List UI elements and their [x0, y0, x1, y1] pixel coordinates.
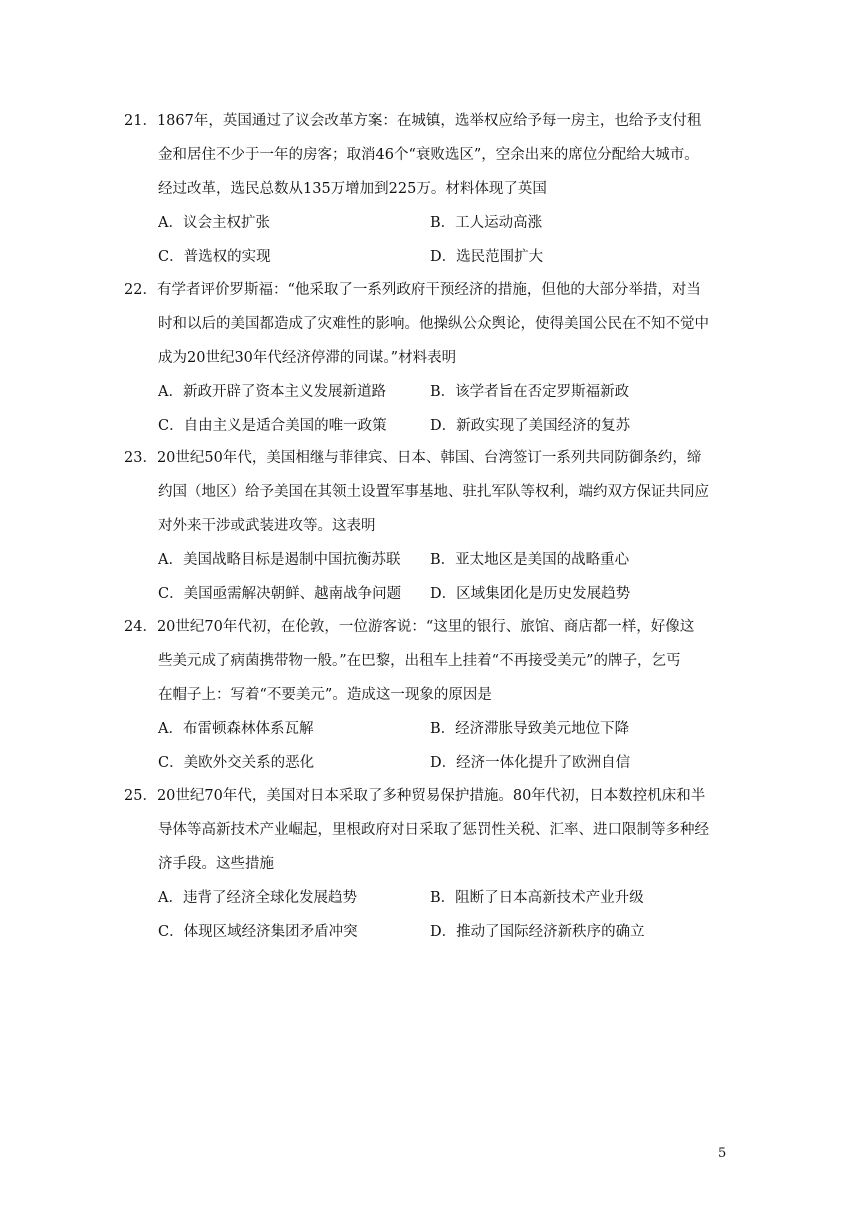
question-number: 21． — [124, 113, 157, 129]
question-stem-line: 25．20世纪70年代，美国对日本采取了多种贸易保护措施。80年代初，日本数控机床和半 — [124, 788, 706, 804]
option-row — [128, 881, 738, 915]
question-stem-line: 导体等高新技术产业崛起，里根政府对日采取了惩罚性关税、汇率、进口限制等多种经 — [158, 822, 709, 838]
option-row — [128, 240, 738, 274]
question-stem-line: 21．1867年，英国通过了议会改革方案：在城镇，选举权应给予每一房主，也给予支付租 — [124, 113, 702, 129]
question-stem-line: 23．20世纪50年代，美国相继与菲律宾、日本、韩国、台湾签订一系列共同防御条约，缔 — [124, 450, 702, 466]
question-21 — [124, 104, 738, 274]
option-c: C．自由主义是适合美国的唯一政策 — [158, 418, 387, 434]
option-d: D．选民范围扩大 — [430, 249, 544, 265]
option-b: B．亚太地区是美国的战略重心 — [430, 552, 630, 568]
option-a: A．布雷顿森林体系瓦解 — [158, 721, 314, 737]
option-a: A．新政开辟了资本主义发展新道路 — [158, 384, 386, 400]
option-row — [128, 712, 738, 746]
option-b: B．阻断了日本高新技术产业升级 — [430, 890, 644, 906]
option-d: D．新政实现了美国经济的复苏 — [430, 418, 631, 434]
question-stem-line: 约国（地区）给予美国在其领土设置军事基地、驻扎军队等权利，端约双方保证共同应 — [158, 484, 709, 500]
question-number: 25． — [124, 788, 157, 804]
question-22 — [124, 273, 738, 443]
option-row — [128, 409, 738, 443]
option-b: B．工人运动高涨 — [430, 215, 543, 231]
question-stem-line: 经过改革，选民总数从135万增加到225万。材料体现了英国 — [158, 181, 547, 197]
option-row — [128, 577, 738, 611]
question-25 — [124, 779, 738, 949]
option-row — [128, 746, 738, 780]
option-d: D．区域集团化是历史发展趋势 — [430, 586, 631, 602]
option-b: B．经济滞胀导致美元地位下降 — [430, 721, 630, 737]
question-stem-line: 时和以后的美国都造成了灾难性的影响。他操纵公众舆论，使得美国公民在不知不觉中 — [158, 316, 709, 332]
option-a: A．议会主权扩张 — [158, 215, 270, 231]
option-a: A．美国战略目标是遏制中国抗衡苏联 — [158, 552, 401, 568]
question-stem-line: 对外来干涉或武装进攻等。这表明 — [158, 518, 376, 534]
question-stem-line: 24．20世纪70年代初，在伦敦，一位游客说：“这里的银行、旅馆、商店都一样，好像这 — [124, 619, 695, 635]
question-number: 23． — [124, 450, 157, 466]
question-stem-line: 些美元成了病菌携带物一般。”在巴黎，出租车上挂着“不再接受美元”的牌子，乞丐 — [158, 653, 681, 669]
option-row — [128, 543, 738, 577]
option-c: C．普选权的实现 — [158, 249, 271, 265]
option-row — [128, 915, 738, 949]
option-c: C．体现区域经济集团矛盾冲突 — [158, 924, 358, 940]
question-24 — [124, 610, 738, 780]
option-d: D．经济一体化提升了欧洲自信 — [430, 755, 631, 771]
option-row — [128, 206, 738, 240]
page-number: 5 — [718, 1146, 727, 1161]
question-23 — [124, 441, 738, 611]
question-stem-line: 22．有学者评价罗斯福：“他采取了一系列政府干预经济的措施，但他的大部分举措，对当 — [124, 282, 701, 298]
question-stem-line: 在帽子上：写着“不要美元”。造成这一现象的原因是 — [158, 687, 492, 703]
question-stem-line: 金和居住不少于一年的房客；取消46个“衰败选区”，空余出来的席位分配给大城市。 — [158, 147, 699, 163]
question-number: 24． — [124, 619, 157, 635]
option-d: D．推动了国际经济新秩序的确立 — [430, 924, 645, 940]
question-number: 22． — [124, 282, 157, 298]
option-c: C．美国亟需解决朝鲜、越南战争问题 — [158, 586, 402, 602]
option-a: A．违背了经济全球化发展趋势 — [158, 890, 357, 906]
option-c: C．美欧外交关系的恶化 — [158, 755, 315, 771]
question-stem-line: 成为20世纪30年代经济停滞的同谋。”材料表明 — [158, 350, 457, 366]
question-stem-line: 济手段。这些措施 — [158, 856, 274, 872]
option-row — [128, 375, 738, 409]
option-b: B．该学者旨在否定罗斯福新政 — [430, 384, 630, 400]
